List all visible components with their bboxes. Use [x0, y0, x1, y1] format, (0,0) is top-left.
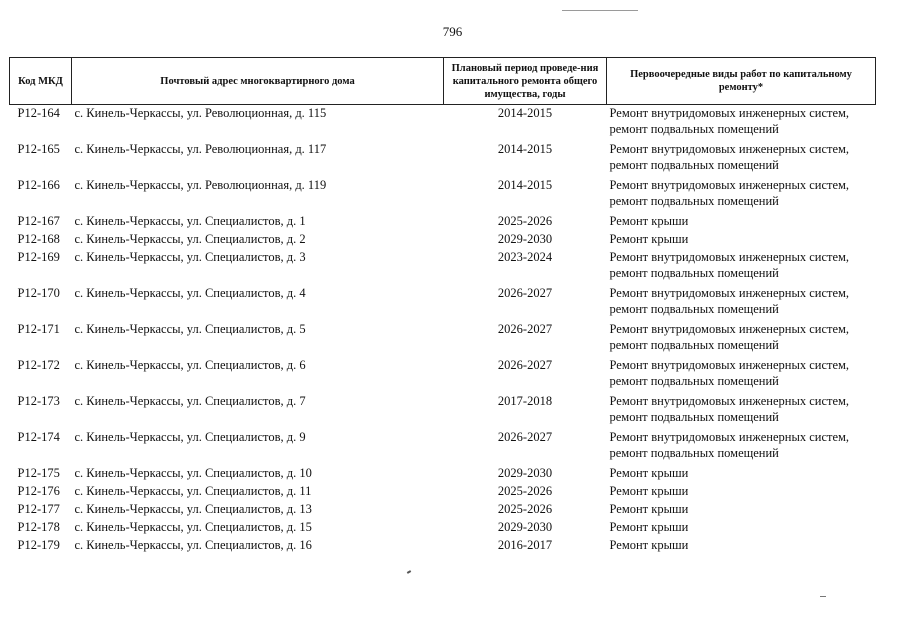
cell-code: Р12-170	[17, 286, 60, 300]
table-row	[10, 393, 876, 429]
cell-works: Ремонт крыши	[609, 466, 689, 480]
cell-address: с. Кинель-Черкассы, ул. Специалистов, д. 5	[74, 322, 306, 336]
header-works: Первоочередные виды работ по капитальному ремонту*	[607, 58, 876, 105]
cell-code: Р12-172	[17, 358, 60, 372]
cell-code: Р12-171	[17, 322, 60, 336]
cell-address: с. Кинель-Черкассы, ул. Специалистов, д. 3	[74, 250, 306, 264]
cell-period: 2029-2030	[497, 466, 553, 480]
cell-works: Ремонт крыши	[609, 538, 689, 552]
cell-period: 2017-2018	[497, 394, 553, 408]
scan-artifact-line	[562, 10, 638, 11]
scan-artifact-mark	[407, 570, 411, 574]
cell-period: 2014-2015	[497, 178, 553, 192]
table-body	[10, 105, 876, 556]
cell-period: 2026-2027	[497, 322, 553, 336]
table-row	[10, 285, 876, 321]
cell-works: Ремонт внутридомовых инженерных систем, ремонт подвальных помещений	[609, 394, 850, 424]
table-row	[10, 141, 876, 177]
table-row	[10, 231, 876, 249]
cell-address: с. Кинель-Черкассы, ул. Революционная, д. 115	[74, 106, 327, 120]
table-row	[10, 483, 876, 501]
cell-works: Ремонт крыши	[609, 520, 689, 534]
table-row	[10, 213, 876, 231]
cell-period: 2025-2026	[497, 502, 553, 516]
cell-address: с. Кинель-Черкассы, ул. Специалистов, д. 2	[74, 232, 306, 246]
cell-address: с. Кинель-Черкассы, ул. Революционная, д. 117	[74, 142, 327, 156]
cell-works: Ремонт внутридомовых инженерных систем, ремонт подвальных помещений	[609, 178, 850, 208]
cell-code: Р12-177	[17, 502, 60, 516]
cell-code: Р12-165	[17, 142, 60, 156]
header-code: Код МКД	[10, 58, 72, 105]
cell-address: с. Кинель-Черкассы, ул. Специалистов, д. 9	[74, 430, 306, 444]
header-address: Почтовый адрес многоквартирного дома	[72, 58, 444, 105]
header-period: Плановый период проведе-ния капитального ремонта общего имущества, годы	[444, 58, 607, 105]
cell-code: Р12-175	[17, 466, 60, 480]
header-row	[10, 58, 876, 105]
cell-address: с. Кинель-Черкассы, ул. Специалистов, д. 7	[74, 394, 306, 408]
cell-works: Ремонт внутридомовых инженерных систем, ремонт подвальных помещений	[609, 250, 850, 280]
cell-period: 2014-2015	[497, 106, 553, 120]
cell-period: 2025-2026	[497, 214, 553, 228]
cell-code: Р12-166	[17, 178, 60, 192]
table-row	[10, 519, 876, 537]
cell-period: 2023-2024	[497, 250, 553, 264]
cell-works: Ремонт внутридомовых инженерных систем, ремонт подвальных помещений	[609, 430, 850, 460]
cell-address: с. Кинель-Черкассы, ул. Специалистов, д. 10	[74, 466, 312, 480]
cell-period: 2025-2026	[497, 484, 553, 498]
cell-period: 2026-2027	[497, 358, 553, 372]
cell-code: Р12-176	[17, 484, 60, 498]
cell-code: Р12-167	[17, 214, 60, 228]
cell-code: Р12-164	[17, 106, 60, 120]
cell-address: с. Кинель-Черкассы, ул. Революционная, д. 119	[74, 178, 327, 192]
cell-code: Р12-168	[17, 232, 60, 246]
cell-period: 2026-2027	[497, 286, 553, 300]
housing-registry-table	[9, 57, 876, 555]
cell-period: 2014-2015	[497, 142, 553, 156]
cell-period: 2026-2027	[497, 430, 553, 444]
table-header	[10, 58, 876, 105]
cell-code: Р12-179	[17, 538, 60, 552]
table-row	[10, 321, 876, 357]
cell-period: 2029-2030	[497, 520, 553, 534]
cell-works: Ремонт крыши	[609, 214, 689, 228]
table-row	[10, 249, 876, 285]
cell-works: Ремонт внутридомовых инженерных систем, ремонт подвальных помещений	[609, 322, 850, 352]
cell-code: Р12-174	[17, 430, 60, 444]
table-row	[10, 501, 876, 519]
cell-works: Ремонт внутридомовых инженерных систем, ремонт подвальных помещений	[609, 142, 850, 172]
cell-works: Ремонт крыши	[609, 484, 689, 498]
cell-period: 2029-2030	[497, 232, 553, 246]
table-row	[10, 465, 876, 483]
table-row	[10, 537, 876, 555]
cell-address: с. Кинель-Черкассы, ул. Специалистов, д. 11	[74, 484, 312, 498]
cell-code: Р12-169	[17, 250, 60, 264]
cell-works: Ремонт внутридомовых инженерных систем, ремонт подвальных помещений	[609, 358, 850, 388]
cell-works: Ремонт крыши	[609, 502, 689, 516]
cell-address: с. Кинель-Черкассы, ул. Специалистов, д. 6	[74, 358, 306, 372]
page-number: 796	[442, 24, 463, 39]
cell-works: Ремонт крыши	[609, 232, 689, 246]
cell-code: Р12-178	[17, 520, 60, 534]
cell-address: с. Кинель-Черкассы, ул. Специалистов, д. 1	[74, 214, 306, 228]
cell-period: 2016-2017	[497, 538, 553, 552]
cell-address: с. Кинель-Черкассы, ул. Специалистов, д. 16	[74, 538, 312, 552]
cell-address: с. Кинель-Черкассы, ул. Специалистов, д. 15	[74, 520, 312, 534]
table-row	[10, 177, 876, 213]
table-row	[10, 357, 876, 393]
cell-address: с. Кинель-Черкассы, ул. Специалистов, д. 4	[74, 286, 306, 300]
cell-works: Ремонт внутридомовых инженерных систем, ремонт подвальных помещений	[609, 106, 850, 136]
cell-code: Р12-173	[17, 394, 60, 408]
cell-address: с. Кинель-Черкассы, ул. Специалистов, д. 13	[74, 502, 312, 516]
table-row	[10, 429, 876, 465]
table-row	[10, 105, 876, 142]
scan-artifact-dash	[820, 596, 826, 597]
cell-works: Ремонт внутридомовых инженерных систем, ремонт подвальных помещений	[609, 286, 850, 316]
